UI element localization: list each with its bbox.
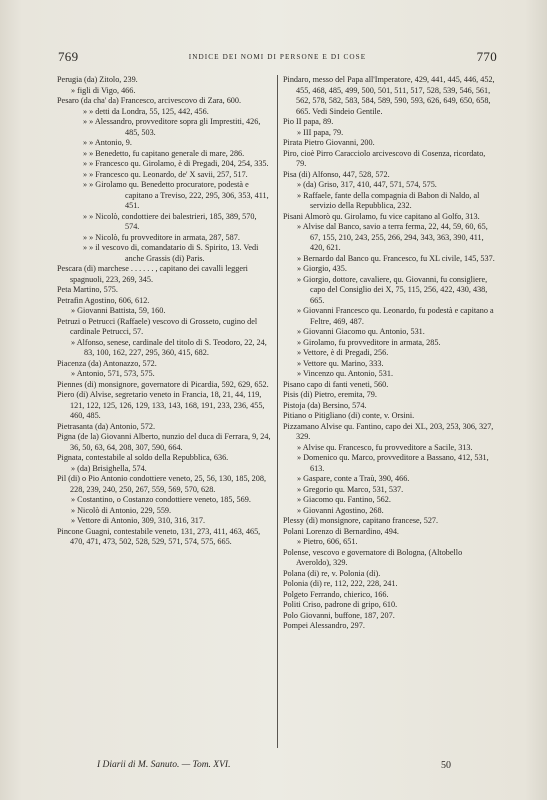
index-entry: » Vettore, è di Pregadi, 256. (297, 348, 389, 357)
right-page-number: 770 (476, 49, 497, 64)
index-entry: » Bernardo dal Banco qu. Francesco, fu XL civile, 145, 537. (297, 253, 495, 263)
index-entry: Pietrasanta (da) Antonio, 572. (57, 421, 156, 431)
sheet-number: 50 (441, 760, 451, 771)
index-entry: » » il vescovo di, comandatario di S. Spirito, 13. Vedi anche Grassis (di) Paris. (83, 243, 259, 263)
index-entry: » Giovanni Giacomo qu. Antonio, 531. (297, 327, 425, 336)
footer-title: I Diarii di M. Sanuto. — Tom. XVI. (97, 760, 231, 770)
index-entry: Pindaro, messo del Papa all'Imperatore, 429, 441, 445, 446, 452, 455, 468, 485, 499, 500, 501, 511, 517, 528, 539, 546, 561, 562, 578, 582, 583, 584, 589, 590, 593, 626, 649, 650, 658, 665. Vedi Sindeio Gentile. (283, 75, 495, 116)
index-entry: » Alfonso, senese, cardinale del titolo di S. Teodoro, 22, 24, 83, 100, 162, 227, 295, 360, 415, 682. (71, 337, 267, 357)
index-entry: » Alvise dal Banco, savio a terra ferma, 22, 44, 59, 60, 65, 67, 155, 210, 243, 255, 266, 294, 343, 363, 390, 411, 420, 621. (297, 222, 488, 252)
index-entry: Pescara (di) marchese . . . . . . , capitano dei cavalli leggeri spagnuoli, 223, 269, 345. (57, 264, 248, 284)
index-entry: Piacenza (da) Antonazzo, 572. (57, 358, 157, 368)
index-entry: » Gaspare, conte a Traù, 390, 466. (297, 474, 410, 483)
index-entry: Pesaro (da cha' da) Francesco, arcivescovo di Zara, 600. (57, 96, 242, 105)
index-entry: » » Benedetto, fu capitano generale di mare, 286. (83, 148, 245, 158)
index-entry: Pirata Pietro Giovanni, 200. (283, 138, 375, 147)
index-entry: » Antonio, 571, 573, 575. (71, 369, 155, 378)
index-entry: » Giovanni Agostino, 268. (297, 505, 384, 515)
index-entry: » Giorgio, dottore, cavaliere, qu. Giovanni, fu consigliere, capo del Consiglio dei X, 75, 115, 256, 422, 430, 438, 665. (297, 274, 488, 305)
index-entry: » » Nicolò, condottiere dei balestrieri, 185, 389, 570, 574. (83, 211, 257, 231)
left-page-number: 769 (58, 49, 79, 64)
index-entry: Polgeto Ferrando, chierico, 166. (283, 589, 389, 599)
index-entry: » » Antonio, 9. (83, 138, 132, 147)
index-entry: » » Francesco qu. Leonardo, de' X savii, 257, 517. (83, 169, 248, 179)
index-entry: Petruzi o Petrucci (Raffaele) vescovo di Grosseto, cugino del cardinale Petrucci, 57. (57, 316, 258, 336)
index-entry: » (da) Griso, 317, 410, 447, 571, 574, 575. (297, 180, 437, 189)
page-header (0, 49, 547, 65)
index-entry: » Giovanni Battista, 59, 160. (71, 306, 166, 315)
index-entry: Pisa (di) Alfonso, 447, 528, 572. (283, 169, 390, 179)
index-entry: Pisano capo di fanti veneti, 560. (283, 379, 389, 389)
index-entry: » Alvise qu. Francesco, fu provveditore a Sacile, 313. (297, 442, 473, 452)
index-entry: » » Francesco qu. Girolamo, è di Pregadi, 204, 254, 335. (83, 159, 269, 168)
index-entry: » Giovanni Francesco qu. Leonardo, fu podestà e capitano a Feltre, 469, 487. (297, 306, 494, 326)
index-entry: Politi Criso, padrone di gripo, 610. (283, 600, 398, 609)
index-entry: Pistoja (da) Bersino, 574. (283, 400, 367, 410)
index-entry: » figli di Vigo, 466. (71, 85, 136, 95)
index-entry: » » detti da Londra, 55, 125, 442, 456. (83, 106, 209, 116)
index-entry: Polana (di) re, v. Polonia (di). (283, 568, 381, 578)
index-entry: Pizzamano Alvise qu. Fantino, capo dei XL, 203, 253, 306, 327, 329. (283, 421, 494, 441)
index-entry: Plessy (di) monsignore, capitano francese, 527. (283, 516, 439, 525)
index-entry: » Girolamo, fu provveditore in armata, 285. (297, 337, 441, 347)
index-entry: » Vettore di Antonio, 309, 310, 316, 317. (71, 516, 206, 525)
index-entry: » Raffaele, fante della compagnia di Babon di Naldo, al servizio della Repubblica, 232. (297, 190, 480, 210)
index-entry: » » Nicolò, fu provveditore in armata, 287, 587. (83, 232, 240, 242)
index-entry: Pompei Alessandro, 297. (283, 621, 365, 630)
index-entry: Pisani Almorò qu. Girolamo, fu vice capitano al Golfo, 313. (283, 211, 480, 221)
index-entry: Pil (di) o Pio Antonio condottiere veneto, 25, 56, 130, 185, 208, 228, 239, 240, 250, 267, 559, 569, 570, 628. (57, 474, 266, 494)
column-divider (277, 75, 278, 748)
index-entry: » Vincenzo qu. Antonio, 531. (297, 369, 394, 378)
index-entry: Polense, vescovo e governatore di Bologna, (Altobello Averoldo), 329. (283, 547, 463, 567)
index-entry: Peta Martino, 575. (57, 285, 118, 294)
index-entry: Piero (di) Alvise, segretario veneto in Francia, 18, 21, 44, 119, 121, 122, 125, 126, 129, 133, 143, 168, 191, 233, 236, 455, 460, 485. (57, 390, 265, 420)
index-entry: » III papa, 79. (297, 127, 344, 137)
index-entry: » Costantino, o Costanzo condottiere veneto, 185, 569. (71, 495, 251, 504)
index-entry: Pigna (de la) Giovanni Alberto, nunzio del duca di Ferrara, 9, 24, 36, 50, 63, 64, 208, 307, 590, 664. (57, 432, 271, 452)
index-entry: Polonia (di) re, 112, 222, 228, 241. (283, 579, 398, 588)
index-entry: Piennes (di) monsignore, governatore di Picardia, 592, 629, 652. (57, 379, 269, 389)
index-entry: Piro, cioè Pirro Caracciolo arcivescovo di Cosenza, ricordato, 79. (283, 148, 486, 168)
index-entry: Pignata, contestabile al soldo della Repubblica, 636. (57, 453, 229, 462)
index-entry: » Nicolò di Antonio, 229, 559. (71, 505, 172, 515)
index-entry: Pincone Guagni, contestabile veneto, 131, 273, 411, 463, 465, 470, 471, 473, 502, 528, 529, 571, 574, 575, 665. (57, 526, 261, 546)
index-entry: » » Girolamo qu. Benedetto procuratore, podestà e capitano a Treviso, 222, 295, 306, 353, 411, 451. (83, 180, 269, 210)
running-title: INDICE DEI NOMI DI PERSONE E DI COSE (188, 53, 367, 61)
index-entry: Pitiano o Pitigliano (di) conte, v. Orsini. (283, 411, 415, 420)
index-entry: » Giacomo qu. Fantino, 562. (297, 495, 391, 504)
index-entry: » Pietro, 606, 651. (297, 537, 358, 546)
index-entry: » Giorgio, 435. (297, 264, 347, 273)
index-entry: Pisis (di) Pietro, eremita, 79. (283, 390, 377, 399)
index-entry: » (da) Brisighella, 574. (71, 463, 147, 473)
index-column-right (283, 75, 497, 632)
index-entry: Perugia (da) Zitolo, 239. (57, 75, 138, 84)
index-entry: Polo Giovanni, buffone, 187, 207. (283, 610, 395, 620)
index-entry: Polani Lorenzo di Bernardino, 494. (283, 526, 399, 536)
index-entry: Petrafin Agostino, 606, 612. (57, 295, 150, 305)
page-footer (0, 760, 547, 774)
index-entry: » Vettore qu. Marino, 333. (297, 358, 384, 368)
index-entry: » Gregorio qu. Marco, 531, 537. (297, 484, 404, 494)
index-entry: Pio II papa, 89. (283, 117, 334, 126)
index-entry: » » Alessandro, provveditore sopra gli Imprestiti, 426, 485, 503. (83, 117, 261, 137)
index-entry: » Domenico qu. Marco, provveditore a Bassano, 412, 531, 613. (297, 453, 489, 473)
index-column-left (57, 75, 271, 548)
